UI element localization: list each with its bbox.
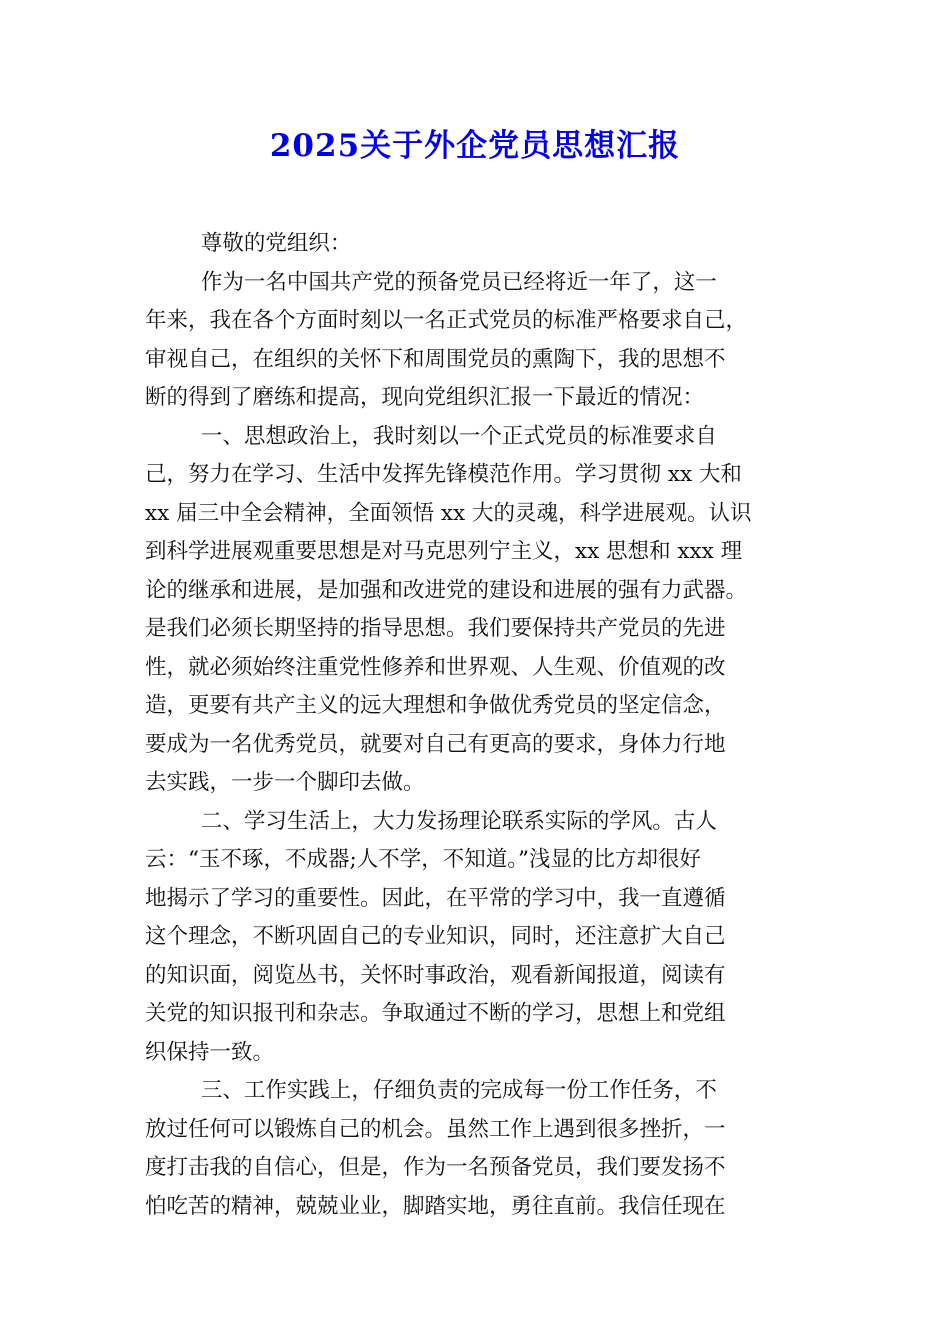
paragraph-line: 去实践，一步一个脚印去做。 bbox=[145, 770, 425, 795]
paragraph-1-continuation bbox=[145, 302, 805, 418]
paragraph-line: 到科学进展观重要思想是对马克思列宁主义，xx 思想和 xxx 理 bbox=[145, 539, 743, 564]
paragraph-line: 关党的知识报刊和杂志。争取通过不断的学习，思想上和党组 bbox=[145, 1001, 726, 1026]
paragraph-1 bbox=[145, 264, 805, 303]
paragraph-4 bbox=[145, 1072, 805, 1111]
paragraph-line: 三、工作实践上，仔细负责的完成每一份工作任务，不 bbox=[200, 1078, 717, 1103]
paragraph-line: 这个理念，不断巩固自己的专业知识，同时，还注意扩大自己 bbox=[145, 924, 726, 949]
paragraph-4-continuation bbox=[145, 1111, 805, 1227]
paragraph-line: 织保持一致。 bbox=[145, 1039, 275, 1065]
paragraph-line: 断的得到了磨练和提高，现向党组织汇报一下最近的情况： bbox=[145, 385, 705, 410]
paragraph-line: 云：“玉不琢，不成器;人不学，不知道。”浅显的比方却很好 bbox=[145, 847, 701, 872]
paragraph-line: 己，努力在学习、生活中发挥先锋模范作用。学习贯彻 xx 大和 bbox=[145, 462, 742, 487]
paragraph-line: 审视自己，在组织的关怀下和周围党员的熏陶下，我的思想不 bbox=[145, 346, 726, 372]
paragraph-line: 论的继承和进展，是加强和改进党的建设和进展的强有力武器。 bbox=[145, 577, 748, 603]
paragraph-line: 性，就必须始终注重党性修养和世界观、人生观、价值观的改 bbox=[145, 654, 726, 680]
paragraph-line: 二、学习生活上，大力发扬理论联系实际的学风。古人 bbox=[200, 808, 717, 834]
paragraph-2-continuation bbox=[145, 456, 805, 803]
document-title: 2025关于外企党员思想汇报 bbox=[269, 128, 681, 164]
paragraph-line: 放过任何可以锻炼自己的机会。虽然工作上遇到很多挫折，一 bbox=[145, 1116, 726, 1142]
greeting-line: 尊敬的党组织： bbox=[200, 231, 352, 256]
paragraph-line: 要成为一名优秀党员，就要对自己有更高的要求，身体力行地 bbox=[145, 731, 726, 757]
greeting bbox=[145, 225, 805, 264]
paragraph-2 bbox=[145, 418, 805, 457]
paragraph-line: 造，更要有共产主义的远大理想和争做优秀党员的坚定信念， bbox=[145, 693, 726, 718]
paragraph-line: 年来，我在各个方面时刻以一名正式党员的标准严格要求自己， bbox=[145, 308, 748, 333]
paragraph-3-continuation bbox=[145, 841, 805, 1072]
paragraph-3 bbox=[145, 803, 805, 842]
paragraph-line: 是我们必须长期坚持的指导思想。我们要保持共产党员的先进 bbox=[145, 616, 726, 641]
paragraph-line: 地揭示了学习的重要性。因此，在平常的学习中，我一直遵循 bbox=[145, 885, 726, 911]
document-body bbox=[145, 225, 805, 1226]
paragraph-line: 作为一名中国共产党的预备党员已经将近一年了，这一 bbox=[200, 269, 717, 295]
paragraph-line: 一、思想政治上，我时刻以一个正式党员的标准要求自 bbox=[200, 423, 717, 449]
paragraph-line: 的知识面，阅览丛书，关怀时事政治，观看新闻报道，阅读有 bbox=[145, 962, 726, 988]
paragraph-line: xx 届三中全会精神，全面领悟 xx 大的灵魂，科学进展观。认识 bbox=[145, 500, 752, 526]
paragraph-line: 度打击我的自信心，但是，作为一名预备党员，我们要发扬不 bbox=[145, 1155, 726, 1180]
paragraph-line: 怕吃苦的精神，兢兢业业，脚踏实地，勇往直前。我信任现在 bbox=[145, 1193, 726, 1219]
